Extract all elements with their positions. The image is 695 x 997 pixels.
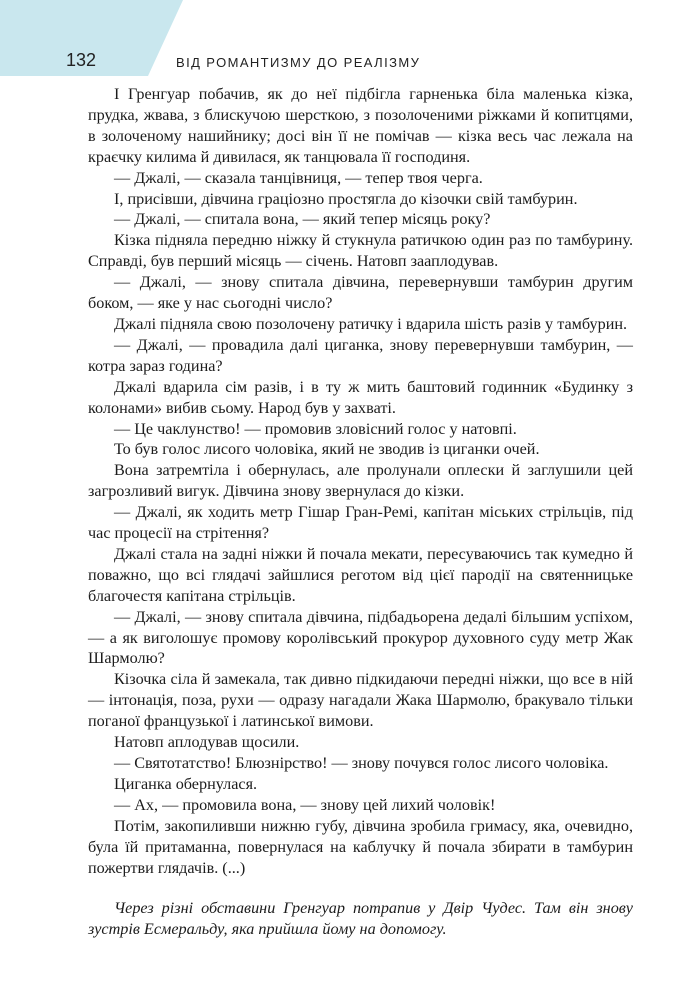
paragraph: Джалі стала на задні ніжки й почала мекати, пересуваючись так кумедно й поважно, що всі глядачі зайшлися реготом від цієї пародії на святенницьке благочестя капітана стрільців. xyxy=(88,544,633,605)
paragraph: І, присівши, дівчина граціозно простягла до кізочки свій тамбурин. xyxy=(114,189,578,208)
body-text xyxy=(88,84,633,940)
paragraph: Кізка підняла передню ніжку й стукнула ратичкою один раз по тамбурину. Справді, був перший місяць — січень. Натовп зааплодував. xyxy=(88,231,633,271)
paragraph: — Святотатство! Блюзнірство! — знову почувся голос лисого чоловіка. xyxy=(114,754,609,772)
paragraph: — Джалі, — знову спитала дівчина, перевернувши тамбурин другим боком, — яке у нас сьогодні число? xyxy=(88,273,633,313)
paragraph: І Гренгуар побачив, як до неї підбігла гарненька біла маленька кізка, прудка, жвава, з блискучою шерсткою, з позолоченими ріжками й копитцями, в золоченому нашийнику; досі він її не помічав — кізка весь час лежала на краєчку килима й дивилася, як танцювала її господиня. xyxy=(88,85,633,166)
paragraph: Джалі підняла свою позолочену ратичку і вдарила шість разів у тамбурин. xyxy=(114,314,628,333)
paragraph: Джалі вдарила сім разів, і в ту ж мить баштовий годинник «Будинку з колонами» вибив сьому. Народ був у захваті. xyxy=(88,377,633,417)
paragraph: — Ах, — промовила вона, — знову цей лихий чоловік! xyxy=(114,795,496,814)
paragraph: — Джалі, — провадила далі циганка, знову перевернувши тамбурин, — котра зараз година? xyxy=(88,335,633,375)
paragraph: Циганка обернулася. xyxy=(114,774,258,793)
paragraph: Потім, закопиливши нижню губу, дівчина зробила гримасу, яка, очевидно, була їй притаманна, повернулася на каблучку й почала збирати в тамбурин пожертви глядачів. (...) xyxy=(88,816,633,877)
paragraph: Кізочка сіла й замекала, так дивно підкидаючи передні ніжки, що все в ній — інтонація, поза, рухи — одразу нагадали Жака Шармолю, бракувало тільки поганої французької і латинської вимови. xyxy=(88,670,633,731)
paragraph: Вона затремтіла і обернулась, але пролунали оплески й заглушили цей загрозливий вигук. Дівчина знову звернулася до кізки. xyxy=(88,461,633,501)
closing-italic-note: Через різні обставини Гренгуар потрапив у Двір Чудес. Там він знову зустрів Есмеральду, яка прийшла йому на допомогу. xyxy=(88,899,633,939)
paragraph: — Це чаклунство! — промовив зловісний голос у натовпі. xyxy=(114,419,517,438)
paragraph: То був голос лисого чоловіка, який не зводив із циганки очей. xyxy=(114,440,540,459)
paragraph: — Джалі, — сказала танцівниця, — тепер твоя черга. xyxy=(114,168,483,187)
paragraph: — Джалі, — спитала вона, — який тепер місяць року? xyxy=(114,210,491,229)
page-number: 132 xyxy=(66,50,97,70)
paragraph: — Джалі, як ходить метр Гішар Гран-Ремі, капітан міських стрільців, під час процесії на стрітення? xyxy=(88,503,633,543)
running-title: ВІД РОМАНТИЗМУ ДО РЕАЛІЗМУ xyxy=(176,55,421,70)
paragraph: — Джалі, — знову спитала дівчина, підбадьорена дедалі більшим успіхом, — а як виголошує промову королівський прокурор духовного суду метр Жак Шармолю? xyxy=(88,607,633,668)
paragraph: Натовп аплодував щосили. xyxy=(114,733,300,752)
